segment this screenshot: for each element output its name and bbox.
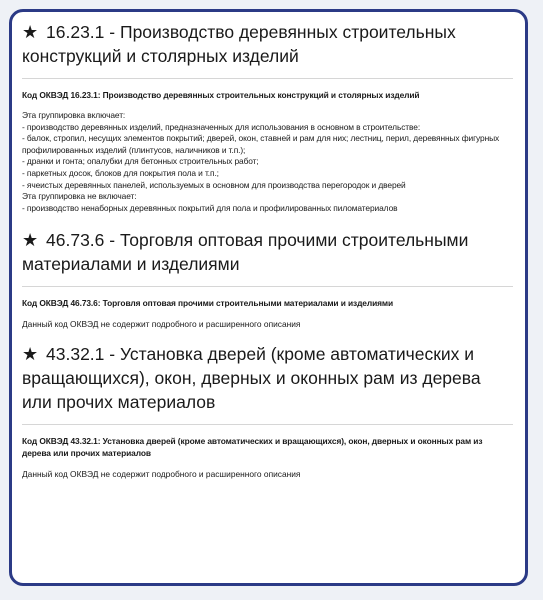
code-line: Код ОКВЭД 43.32.1: Установка дверей (кроме автоматических и вращающихся), окон, дверных и оконных рам из дерева или прочих материалов [22, 436, 483, 459]
okved-title: Торговля оптовая прочими строительными материалами и изделиями [22, 230, 469, 275]
heading-separator: - [109, 344, 116, 365]
star-icon: ★ [22, 230, 39, 251]
code-line: Код ОКВЭД 16.23.1: Производство деревянных строительных конструкций и столярных изделий [22, 90, 420, 100]
detail-line: - балок, стропил, несущих элементов покрытий; дверей, окон, ставней и рам для них; лестниц, перил, деревянных фигурных профилированных изделий (плинтусов, наличников и т.п.); [22, 133, 500, 155]
section-description: Данный код ОКВЭД не содержит подробного и расширенного описания [22, 319, 301, 330]
detail-line: Эта группировка не включает: [22, 191, 137, 202]
code-line: Код ОКВЭД 46.73.6: Торговля оптовая прочими строительными материалами и изделиями [22, 298, 394, 309]
okved-code: 46.73.6 [46, 230, 105, 251]
divider [22, 78, 513, 79]
okved-section-16-23-1 [22, 20, 513, 214]
star-icon: ★ [22, 22, 39, 42]
okved-code: 43.32.1 [46, 344, 105, 365]
okved-section-46-73-6 [22, 228, 513, 330]
heading-separator: - [109, 230, 116, 251]
okved-title: Установка дверей (кроме автоматических и вращающихся), окон, дверных и оконных рам из дерева или прочих материалов [22, 344, 481, 413]
detail-line: - паркетных досок, блоков для покрытия пола и т.п.; [22, 167, 219, 178]
okved-title: Производство деревянных строительных конструкций и столярных изделий [22, 22, 456, 66]
okved-code: 16.23.1 [46, 22, 105, 42]
section-details [22, 110, 513, 214]
divider [22, 286, 513, 287]
heading-separator: - [109, 22, 116, 42]
section-heading [22, 20, 513, 68]
detail-line: - производство деревянных изделий, предназначенных для использования в основном в строительстве: [22, 121, 421, 132]
section-heading [22, 228, 513, 276]
detail-line: - ячеистых деревянных панелей, используемых в основном для производства перегородок и дверей [22, 179, 406, 190]
section-heading [22, 342, 513, 414]
detail-line: - дранки и гонта; опалубки для бетонных строительных работ; [22, 156, 259, 167]
star-icon: ★ [22, 344, 39, 365]
okved-card [9, 9, 528, 586]
detail-line: Эта группировка включает: [22, 110, 126, 120]
section-description: Данный код ОКВЭД не содержит подробного и расширенного описания [22, 469, 301, 480]
detail-line: - производство ненаборных деревянных покрытий для пола и профилированных пиломатериалов [22, 202, 398, 213]
okved-section-43-32-1 [22, 342, 513, 480]
divider [22, 424, 513, 425]
